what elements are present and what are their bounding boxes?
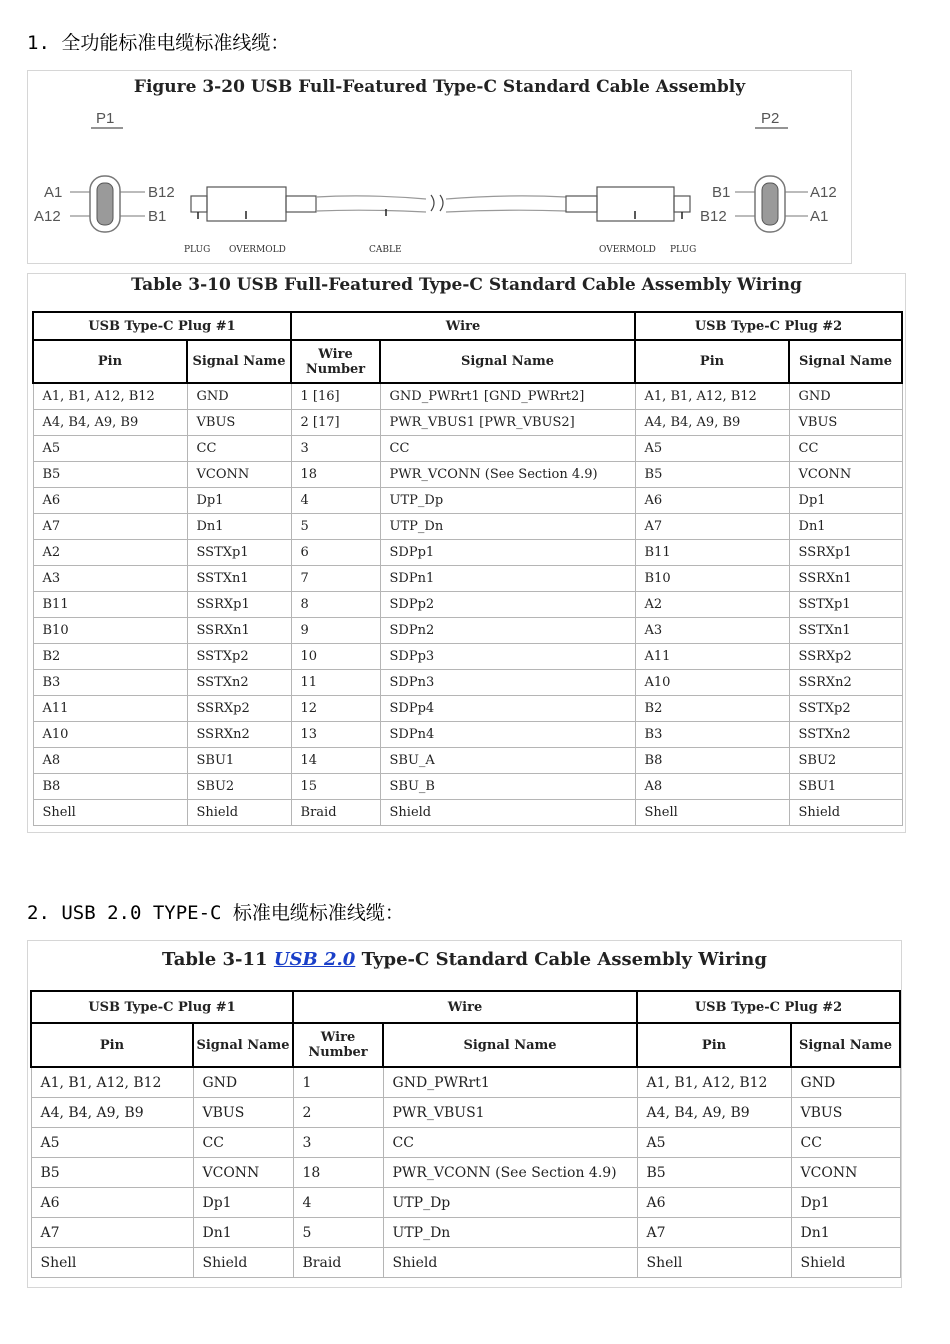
overmold-right-label: OVERMOLD bbox=[599, 245, 656, 255]
cell-signal-name-2: SSTXn1 bbox=[789, 618, 902, 644]
cell-wire-number: 7 bbox=[291, 566, 380, 592]
col-header-signal-name-2: Signal Name bbox=[789, 340, 902, 383]
col-header-pin-2: Pin bbox=[637, 1023, 791, 1067]
table-row bbox=[33, 748, 902, 774]
right-pin-b12: B12 bbox=[700, 208, 727, 225]
cell-signal-name-2: SSRXp2 bbox=[789, 644, 902, 670]
table-3-11-title-suffix: Type-C Standard Cable Assembly Wiring bbox=[361, 949, 767, 970]
cell-pin: Shell bbox=[33, 800, 187, 826]
cell-signal-name: Dp1 bbox=[187, 488, 291, 514]
cell-pin-2: A4, B4, A9, B9 bbox=[637, 1098, 791, 1128]
cell-pin: A1, B1, A12, B12 bbox=[31, 1067, 193, 1098]
cell-signal-name: SSTXn2 bbox=[187, 670, 291, 696]
cell-wire-number: 13 bbox=[291, 722, 380, 748]
table-3-11-title-prefix: Table 3-11 bbox=[162, 949, 268, 970]
cell-pin-2: A1, B1, A12, B12 bbox=[635, 383, 789, 410]
left-plug bbox=[191, 196, 207, 212]
cell-wire-signal-name: SDPp3 bbox=[380, 644, 635, 670]
left-connector-port bbox=[97, 183, 113, 225]
plug-right-label: PLUG bbox=[670, 245, 697, 255]
right-plug bbox=[674, 196, 690, 212]
cell-signal-name: VBUS bbox=[187, 410, 291, 436]
right-pin-a1: A1 bbox=[810, 208, 829, 225]
table-row bbox=[33, 774, 902, 800]
cell-wire-signal-name: CC bbox=[380, 436, 635, 462]
cell-wire-number: 3 bbox=[293, 1128, 383, 1158]
cell-wire-number: 1 bbox=[293, 1067, 383, 1098]
cell-signal-name: VCONN bbox=[187, 462, 291, 488]
cable-label: CABLE bbox=[369, 245, 402, 255]
cell-signal-name-2: SSTXp2 bbox=[789, 696, 902, 722]
cell-pin-2: A2 bbox=[635, 592, 789, 618]
cell-wire-number: 10 bbox=[291, 644, 380, 670]
cell-wire-signal-name: SDPp1 bbox=[380, 540, 635, 566]
table-row bbox=[33, 670, 902, 696]
cell-pin: B11 bbox=[33, 592, 187, 618]
table-row bbox=[33, 618, 902, 644]
cell-signal-name-2: Shield bbox=[789, 800, 902, 826]
cell-pin-2: B5 bbox=[635, 462, 789, 488]
right-pin-a12: A12 bbox=[810, 184, 837, 201]
table-row bbox=[33, 436, 902, 462]
cell-wire-number: 2 [17] bbox=[291, 410, 380, 436]
table-row bbox=[31, 1098, 900, 1128]
cell-wire-number: 14 bbox=[291, 748, 380, 774]
left-pin-a1: A1 bbox=[44, 184, 63, 201]
cell-wire-number: 3 bbox=[291, 436, 380, 462]
cell-pin-2: A8 bbox=[635, 774, 789, 800]
cell-wire-number: 12 bbox=[291, 696, 380, 722]
table-row bbox=[33, 566, 902, 592]
right-pin-b1: B1 bbox=[712, 184, 731, 201]
table-row bbox=[31, 1248, 900, 1278]
cell-wire-number: 4 bbox=[291, 488, 380, 514]
table-row bbox=[33, 800, 902, 826]
cell-wire-signal-name: SBU_B bbox=[380, 774, 635, 800]
table-3-11-panel bbox=[27, 940, 902, 1288]
plug1-group-header: USB Type-C Plug #1 bbox=[33, 312, 291, 340]
cell-wire-number: 18 bbox=[293, 1158, 383, 1188]
cell-wire-number: 5 bbox=[293, 1218, 383, 1248]
cell-pin: A5 bbox=[33, 436, 187, 462]
cell-wire-signal-name: GND_PWRrt1 bbox=[383, 1067, 637, 1098]
cell-signal-name-2: Shield bbox=[791, 1248, 900, 1278]
cell-pin: A4, B4, A9, B9 bbox=[33, 410, 187, 436]
wire-group-header: Wire bbox=[291, 312, 635, 340]
plug1-group-header: USB Type-C Plug #1 bbox=[31, 991, 293, 1023]
cell-signal-name-2: Dp1 bbox=[791, 1188, 900, 1218]
col-header-wire-number: Wire Number bbox=[293, 1023, 383, 1067]
cell-signal-name-2: Dn1 bbox=[791, 1218, 900, 1248]
cell-wire-signal-name: SDPn2 bbox=[380, 618, 635, 644]
cell-signal-name-2: SBU1 bbox=[789, 774, 902, 800]
cell-pin-2: A6 bbox=[635, 488, 789, 514]
cell-signal-name: SSRXn1 bbox=[187, 618, 291, 644]
cell-pin-2: A3 bbox=[635, 618, 789, 644]
cell-wire-number: 2 bbox=[293, 1098, 383, 1128]
cell-wire-signal-name: SDPn1 bbox=[380, 566, 635, 592]
cell-pin: A8 bbox=[33, 748, 187, 774]
table-row bbox=[31, 1158, 900, 1188]
table-3-11-title bbox=[28, 949, 901, 970]
cell-signal-name-2: VCONN bbox=[791, 1158, 900, 1188]
col-header-pin: Pin bbox=[33, 340, 187, 383]
cell-signal-name: CC bbox=[187, 436, 291, 462]
cell-pin: A4, B4, A9, B9 bbox=[31, 1098, 193, 1128]
cell-pin-2: B8 bbox=[635, 748, 789, 774]
cell-pin: B10 bbox=[33, 618, 187, 644]
cell-wire-signal-name: CC bbox=[383, 1128, 637, 1158]
table-row bbox=[33, 514, 902, 540]
cable-assembly-figure bbox=[27, 70, 852, 264]
cell-signal-name: SSTXp1 bbox=[187, 540, 291, 566]
left-pin-b12: B12 bbox=[148, 184, 175, 201]
cell-wire-signal-name: SBU_A bbox=[380, 748, 635, 774]
cell-wire-signal-name: UTP_Dp bbox=[380, 488, 635, 514]
cell-pin-2: B10 bbox=[635, 566, 789, 592]
wire-group-header: Wire bbox=[293, 991, 637, 1023]
table-row bbox=[31, 1067, 900, 1098]
cell-signal-name-2: CC bbox=[789, 436, 902, 462]
cell-signal-name: SSTXp2 bbox=[187, 644, 291, 670]
cell-wire-number: 15 bbox=[291, 774, 380, 800]
cell-wire-signal-name: PWR_VBUS1 bbox=[383, 1098, 637, 1128]
cell-wire-signal-name: Shield bbox=[380, 800, 635, 826]
cell-wire-number: Braid bbox=[291, 800, 380, 826]
usb-2-0-link[interactable]: USB 2.0 bbox=[273, 949, 356, 970]
section-2-heading: 2. USB 2.0 TYPE-C 标准电缆标准线缆： bbox=[27, 902, 404, 924]
cell-pin: A11 bbox=[33, 696, 187, 722]
cell-wire-number: Braid bbox=[293, 1248, 383, 1278]
cell-wire-signal-name: SDPn3 bbox=[380, 670, 635, 696]
p2-label: P2 bbox=[761, 110, 780, 127]
cell-signal-name: VBUS bbox=[193, 1098, 293, 1128]
cell-wire-signal-name: UTP_Dn bbox=[383, 1218, 637, 1248]
cable-left-segment bbox=[316, 196, 426, 212]
cell-signal-name: GND bbox=[187, 383, 291, 410]
cell-signal-name: Shield bbox=[187, 800, 291, 826]
table-row bbox=[31, 1218, 900, 1248]
col-header-wire-signal-name: Signal Name bbox=[383, 1023, 637, 1067]
cell-wire-number: 11 bbox=[291, 670, 380, 696]
cell-signal-name-2: SSRXn2 bbox=[789, 670, 902, 696]
col-header-signal-name: Signal Name bbox=[193, 1023, 293, 1067]
cell-signal-name-2: GND bbox=[789, 383, 902, 410]
plug2-group-header: USB Type-C Plug #2 bbox=[637, 991, 900, 1023]
cell-pin: Shell bbox=[31, 1248, 193, 1278]
col-header-pin-2: Pin bbox=[635, 340, 789, 383]
cell-signal-name-2: Dp1 bbox=[789, 488, 902, 514]
cell-pin: B5 bbox=[31, 1158, 193, 1188]
table-row bbox=[33, 488, 902, 514]
cell-signal-name: SSRXp1 bbox=[187, 592, 291, 618]
cell-pin-2: Shell bbox=[635, 800, 789, 826]
table-row bbox=[33, 644, 902, 670]
section-1-heading: 1. 全功能标准电缆标准线缆： bbox=[27, 32, 290, 54]
cell-signal-name: SBU1 bbox=[187, 748, 291, 774]
table-row bbox=[33, 383, 902, 410]
cell-signal-name-2: SBU2 bbox=[789, 748, 902, 774]
cell-pin: A6 bbox=[31, 1188, 193, 1218]
cell-pin-2: Shell bbox=[637, 1248, 791, 1278]
cell-signal-name-2: Dn1 bbox=[789, 514, 902, 540]
cell-wire-number: 18 bbox=[291, 462, 380, 488]
col-header-wire-signal-name: Signal Name bbox=[380, 340, 635, 383]
cell-wire-number: 8 bbox=[291, 592, 380, 618]
cell-pin: A3 bbox=[33, 566, 187, 592]
cell-signal-name-2: GND bbox=[791, 1067, 900, 1098]
cell-wire-number: 1 [16] bbox=[291, 383, 380, 410]
cell-wire-number: 9 bbox=[291, 618, 380, 644]
cell-pin: B8 bbox=[33, 774, 187, 800]
cell-signal-name-2: VBUS bbox=[791, 1098, 900, 1128]
cell-pin-2: A6 bbox=[637, 1188, 791, 1218]
cell-signal-name: Dn1 bbox=[187, 514, 291, 540]
cell-signal-name: VCONN bbox=[193, 1158, 293, 1188]
table-row bbox=[33, 410, 902, 436]
cell-pin: A1, B1, A12, B12 bbox=[33, 383, 187, 410]
p1-label: P1 bbox=[96, 110, 115, 127]
cell-signal-name: GND bbox=[193, 1067, 293, 1098]
cell-pin: A7 bbox=[33, 514, 187, 540]
cell-wire-signal-name: SDPn4 bbox=[380, 722, 635, 748]
table-3-11 bbox=[30, 990, 901, 1278]
cell-wire-signal-name: GND_PWRrt1 [GND_PWRrt2] bbox=[380, 383, 635, 410]
cell-pin-2: A5 bbox=[637, 1128, 791, 1158]
col-header-signal-name-2: Signal Name bbox=[791, 1023, 900, 1067]
col-header-signal-name: Signal Name bbox=[187, 340, 291, 383]
figure-title: Figure 3-20 USB Full-Featured Type-C Standard Cable Assembly bbox=[133, 77, 746, 97]
cell-signal-name-2: VBUS bbox=[789, 410, 902, 436]
cell-signal-name-2: SSTXn2 bbox=[789, 722, 902, 748]
cell-signal-name: Dp1 bbox=[193, 1188, 293, 1218]
left-pin-a12: A12 bbox=[34, 208, 61, 225]
cell-pin-2: B2 bbox=[635, 696, 789, 722]
cell-pin: A2 bbox=[33, 540, 187, 566]
cell-pin-2: A1, B1, A12, B12 bbox=[637, 1067, 791, 1098]
table-row bbox=[33, 722, 902, 748]
plug2-group-header: USB Type-C Plug #2 bbox=[635, 312, 902, 340]
cell-signal-name-2: SSRXn1 bbox=[789, 566, 902, 592]
cell-pin-2: B11 bbox=[635, 540, 789, 566]
table-3-10 bbox=[32, 311, 903, 826]
cell-pin-2: A7 bbox=[637, 1218, 791, 1248]
cell-pin-2: A4, B4, A9, B9 bbox=[635, 410, 789, 436]
cell-signal-name-2: SSRXp1 bbox=[789, 540, 902, 566]
table-3-10-panel bbox=[27, 273, 906, 833]
cell-signal-name: Dn1 bbox=[193, 1218, 293, 1248]
cell-wire-signal-name: SDPp4 bbox=[380, 696, 635, 722]
cable-right-segment bbox=[446, 196, 566, 212]
cell-wire-signal-name: UTP_Dp bbox=[383, 1188, 637, 1218]
left-pin-b1: B1 bbox=[148, 208, 167, 225]
cell-wire-signal-name: Shield bbox=[383, 1248, 637, 1278]
cell-wire-signal-name: UTP_Dn bbox=[380, 514, 635, 540]
cell-pin-2: B3 bbox=[635, 722, 789, 748]
cell-wire-signal-name: SDPp2 bbox=[380, 592, 635, 618]
cell-pin: A10 bbox=[33, 722, 187, 748]
cell-signal-name: Shield bbox=[193, 1248, 293, 1278]
cell-pin: A6 bbox=[33, 488, 187, 514]
cell-wire-number: 5 bbox=[291, 514, 380, 540]
cell-signal-name-2: SSTXp1 bbox=[789, 592, 902, 618]
col-header-pin: Pin bbox=[31, 1023, 193, 1067]
table-row bbox=[33, 462, 902, 488]
right-connector-port bbox=[762, 183, 778, 225]
table-row bbox=[33, 592, 902, 618]
cell-signal-name: SBU2 bbox=[187, 774, 291, 800]
cable-break-mark bbox=[431, 195, 443, 211]
cell-signal-name: SSRXp2 bbox=[187, 696, 291, 722]
cell-signal-name: SSTXn1 bbox=[187, 566, 291, 592]
table-row bbox=[33, 540, 902, 566]
overmold-left-label: OVERMOLD bbox=[229, 245, 286, 255]
cell-pin: B5 bbox=[33, 462, 187, 488]
table-row bbox=[31, 1188, 900, 1218]
table-3-10-title: Table 3-10 USB Full-Featured Type-C Standard Cable Assembly Wiring bbox=[131, 275, 802, 295]
cell-signal-name: SSRXn2 bbox=[187, 722, 291, 748]
cell-wire-signal-name: PWR_VCONN (See Section 4.9) bbox=[383, 1158, 637, 1188]
table-row bbox=[33, 696, 902, 722]
cell-pin-2: A5 bbox=[635, 436, 789, 462]
cell-signal-name-2: CC bbox=[791, 1128, 900, 1158]
cell-pin: B3 bbox=[33, 670, 187, 696]
cell-pin-2: A11 bbox=[635, 644, 789, 670]
cell-wire-signal-name: PWR_VCONN (See Section 4.9) bbox=[380, 462, 635, 488]
cell-pin-2: A7 bbox=[635, 514, 789, 540]
cell-pin: A5 bbox=[31, 1128, 193, 1158]
table-3-11-body bbox=[31, 1067, 900, 1278]
cell-pin: A7 bbox=[31, 1218, 193, 1248]
cell-wire-number: 6 bbox=[291, 540, 380, 566]
cell-wire-signal-name: PWR_VBUS1 [PWR_VBUS2] bbox=[380, 410, 635, 436]
table-row bbox=[31, 1128, 900, 1158]
cell-pin-2: B5 bbox=[637, 1158, 791, 1188]
cable-assembly-diagram bbox=[28, 71, 851, 263]
cell-pin: B2 bbox=[33, 644, 187, 670]
cell-wire-number: 4 bbox=[293, 1188, 383, 1218]
col-header-wire-number: Wire Number bbox=[291, 340, 380, 383]
table-3-10-body bbox=[33, 383, 902, 826]
plug-left-label: PLUG bbox=[184, 245, 211, 255]
cell-signal-name: CC bbox=[193, 1128, 293, 1158]
cell-pin-2: A10 bbox=[635, 670, 789, 696]
cell-signal-name-2: VCONN bbox=[789, 462, 902, 488]
